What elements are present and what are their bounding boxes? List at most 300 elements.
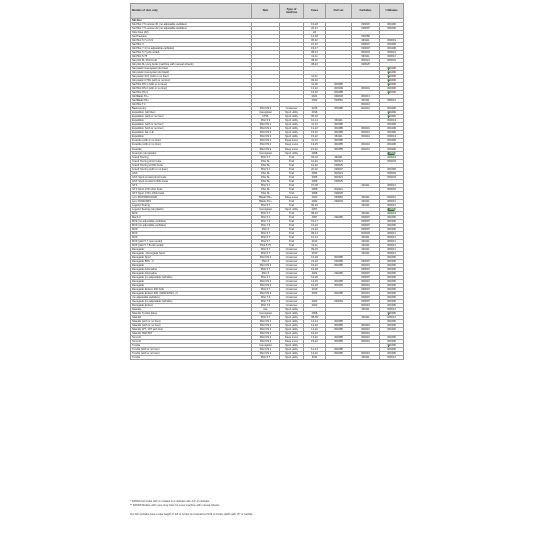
table-cell-u-blades: 300496 xyxy=(380,79,404,83)
table-cell-type: Crossover xyxy=(280,280,304,284)
table-cell-full-set: 300485 xyxy=(326,139,352,143)
table-cell-full-set: 330081 xyxy=(326,195,352,199)
table-cell-skis: Pilot 5.7 xyxy=(252,231,280,235)
table-cell-model: Freeride (with or no liner) xyxy=(131,139,252,143)
table-cell-type: Sport utility xyxy=(280,135,304,139)
table-cell-carbides: 330111 xyxy=(352,316,380,320)
table-cell-years: 12-14 xyxy=(304,320,326,324)
table-cell-u-blades: 300496 xyxy=(380,288,404,292)
table-cell-u-blades: 300496 xyxy=(380,43,404,47)
table-cell-u-blades: 300013 xyxy=(380,55,404,59)
table-cell-type: Crossover xyxy=(280,296,304,300)
table-cell-model: GTX Sport LTD short butte xyxy=(131,187,252,191)
table-cell-u-blades: 300496 xyxy=(380,131,404,135)
table-cell-model: Backcountry xyxy=(131,107,252,111)
table-cell-type: Trail xyxy=(280,187,304,191)
table-cell-type: Trail xyxy=(280,227,304,231)
table-cell-skis: Pilot SL xyxy=(252,163,280,167)
table-cell-u-blades: 300496 xyxy=(380,300,404,304)
table-cell-carbides: 330111 xyxy=(352,243,380,247)
table-cell-u-blades: 300496 xyxy=(380,67,404,71)
table-cell-model: Summit xyxy=(131,340,252,344)
table-cell-model: Renegade Adrenaline xyxy=(131,267,252,271)
table-cell-full-set: 330025 xyxy=(326,191,352,195)
table-cell-model: Expedition (with or no liner) xyxy=(131,127,252,131)
table-cell-years: 13-22 xyxy=(304,336,326,340)
table-cell-type: Trail xyxy=(280,243,304,247)
table-cell-type: Sport utility xyxy=(280,131,304,135)
table-cell-skis: Camoplast xyxy=(252,111,280,115)
table-cell-full-set: 300485 xyxy=(326,255,352,259)
table-cell-type: Sport utility xyxy=(280,308,304,312)
table-cell-carbides: 330111 xyxy=(352,39,380,43)
table-cell-carbides: 300210 xyxy=(352,131,380,135)
table-cell-model: Renegade Adrenaline xyxy=(131,271,252,275)
table-cell-model: Renegade xyxy=(131,280,252,284)
table-cell-type: Sport utility xyxy=(280,320,304,324)
table-cell-type: Sport utility xyxy=(280,119,304,123)
table-cell-carbides: 300210 xyxy=(352,135,380,139)
table-cell-model: Summit xyxy=(131,336,252,340)
table-cell-carbides: 330097 xyxy=(352,227,380,231)
table-cell-u-blades: 300004 xyxy=(380,159,404,163)
table-cell-model: Renegade - Renegade Sport xyxy=(131,251,252,255)
table-cell-u-blades: 300496 xyxy=(380,312,404,316)
table-cell-years: 20-21 xyxy=(304,27,326,31)
table-body xyxy=(131,19,404,360)
table-cell-type: Sport utility xyxy=(280,123,304,127)
table-cell-type: Crossover xyxy=(280,271,304,275)
table-cell-u-blades: 300013 xyxy=(380,39,404,43)
table-cell-model: Renegade BXS - X xyxy=(131,259,252,263)
table-cell-skis: Pilot T.4 xyxy=(252,304,280,308)
table-cell-model: Tundra (with or no liner) xyxy=(131,352,252,356)
table-cell-type: Crossover xyxy=(280,263,304,267)
table-cell-model: MXZ (no adjustable carbides) xyxy=(131,219,252,223)
group-label: Ski-Doo xyxy=(131,19,404,23)
table-cell-years: 08-22 xyxy=(304,59,326,63)
table-cell-years: 08-14 xyxy=(304,231,326,235)
table-cell-model: Renegade Enduro 900 ACE xyxy=(131,288,252,292)
table-cell-years: 15-22 xyxy=(304,91,326,95)
table-cell-skis: Pilot DS 3 xyxy=(252,284,280,288)
table-cell-skis: Pilot 5.9 xyxy=(252,119,280,123)
table-cell-u-blades: 300013 xyxy=(380,51,404,55)
table-cell-u-blades: 300013 xyxy=(380,199,404,203)
table-cell-skis: Pilot 5.7 xyxy=(252,316,280,320)
table-cell-model: Grand Touring short butte xyxy=(131,159,252,163)
table-cell-full-set xyxy=(326,356,352,360)
table-cell-u-blades: 300496 xyxy=(380,151,404,155)
table-cell-skis: Pilot 7.5 xyxy=(252,300,280,304)
table-cell-skis: Pilot 7.4 xyxy=(252,296,280,300)
table-cell-u-blades: 300496 xyxy=(380,227,404,231)
table-cell-u-blades: 300496 xyxy=(380,304,404,308)
table-cell-full-set: 300485 xyxy=(326,348,352,352)
table-cell-full-set: 300485 xyxy=(326,107,352,111)
table-cell-type: Sport utility xyxy=(280,344,304,348)
table-cell-u-blades: 300013 xyxy=(380,235,404,239)
table-cell-years: 2022 xyxy=(304,195,326,199)
table-row xyxy=(131,276,404,280)
table-cell-years: 10-22 xyxy=(304,159,326,163)
table-cell-carbides: 330097 xyxy=(352,296,380,300)
table-cell-carbides: 300210 xyxy=(352,127,380,131)
table-cell-type: Crossover xyxy=(280,255,304,259)
table-cell-years: 2022 xyxy=(304,271,326,275)
table-cell-carbides: 330097 xyxy=(352,219,380,223)
table-cell-years: 20-22 xyxy=(304,167,326,171)
table-cell-type: Trail xyxy=(280,167,304,171)
table-cell-years: 08-09 xyxy=(304,316,326,320)
table-cell-u-blades: 300496 xyxy=(380,87,404,91)
table-cell-model: Skandic WT / WT with liner xyxy=(131,328,252,332)
table-cell-model: Ski Blade DS+ xyxy=(131,99,252,103)
table-cell-model: Ski Blade XC+ xyxy=(131,95,252,99)
table-cell-type: Sport utility xyxy=(280,312,304,316)
table-cell-full-set: 330486 xyxy=(326,259,352,263)
table-cell-u-blades: 300004 xyxy=(380,187,404,191)
table-cell-u-blades: 300496 xyxy=(380,259,404,263)
table-cell-carbides: 330097 xyxy=(352,271,380,275)
table-cell-years: 12-14 xyxy=(304,348,326,352)
table-cell-skis: Pilot X xyxy=(252,271,280,275)
table-cell-u-blades: 300013 xyxy=(380,243,404,247)
table-cell-u-blades: 300496 xyxy=(380,280,404,284)
table-cell-carbides: 300210 xyxy=(352,328,380,332)
table-cell-u-blades: 300013 xyxy=(380,155,404,159)
table-cell-skis: Pilot DS 3 xyxy=(252,135,280,139)
table-cell-skis: Pilot 5.7 xyxy=(252,276,280,280)
table-cell-type: Crossover xyxy=(280,288,304,292)
table-cell-type: Crossover xyxy=(280,284,304,288)
table-cell-skis: Pilot 5.7 xyxy=(252,211,280,215)
table-cell-years: 2006 xyxy=(304,175,326,179)
table-cell-years: 11-13 xyxy=(304,139,326,143)
table-cell-years: 2022 xyxy=(304,199,326,203)
table-cell-model: Lynx BOONDOCKER xyxy=(131,195,252,199)
table-cell-full-set: 330093 xyxy=(326,95,352,99)
table-cell-model: Renegade xyxy=(131,284,252,288)
table-cell-u-blades: 300496 xyxy=(380,71,404,75)
table-cell-model: Ski pilot SL Short butt xyxy=(131,59,252,63)
table-cell-type: Trail xyxy=(280,163,304,167)
table-cell-full-set: 300485 xyxy=(326,352,352,356)
table-cell-carbides: 330111 xyxy=(352,239,380,243)
table-cell-skis: Pilot DS 3 xyxy=(252,147,280,151)
table-cell-model: Grand Touring xyxy=(131,155,252,159)
table-cell-skis: Pilot 5.7 xyxy=(252,288,280,292)
table-cell-u-blades: 300496 xyxy=(380,123,404,127)
table-cell-model: Ski Pilot DS 2 (with or no liner) xyxy=(131,87,252,91)
table-cell-model: Renegade Sport xyxy=(131,255,252,259)
table-cell-skis: Pilot 5.7 xyxy=(252,251,280,255)
table-cell-u-blades: 300013 xyxy=(380,183,404,187)
table-cell-years: 2022 xyxy=(304,300,326,304)
footnote-1: * 300003 full model with 4 u blades & 4 carbides with 4.5" of carbides xyxy=(130,500,210,503)
table-cell-type: Sport utility xyxy=(280,151,304,155)
table-cell-years: 16-18 xyxy=(304,267,326,271)
table-cell-type: Trail xyxy=(280,175,304,179)
table-cell-full-set: 330081 xyxy=(326,99,352,103)
table-cell-skis: Pilot 5.7 xyxy=(252,267,280,271)
table-cell-full-set: 330054 xyxy=(326,300,352,304)
table-cell-years: 16-20 xyxy=(304,276,326,280)
table-cell-carbides: 330111 xyxy=(352,203,380,207)
table-cell-years: 07-09 xyxy=(304,183,326,187)
table-cell-skis: Pilot DS 3 xyxy=(252,263,280,267)
table-cell-years: 16-22 xyxy=(304,223,326,227)
table-cell-model: MXZ xyxy=(131,227,252,231)
table-cell-full-set: 300485 xyxy=(326,320,352,324)
table-cell-type: Deep snow xyxy=(280,143,304,147)
table-cell-carbides: 330280 xyxy=(352,35,380,39)
table-cell-years: 08-14 xyxy=(304,51,326,55)
table-cell-model: Renegade (no adjustable carbides) xyxy=(131,300,252,304)
table-cell-years: 10-11 xyxy=(304,243,326,247)
table-cell-u-blades: 300496 xyxy=(380,107,404,111)
table-cell-u-blades: 300496 xyxy=(380,271,404,275)
table-cell-years: 09-15 xyxy=(304,247,326,251)
table-cell-model: Skandic (with or no liner) xyxy=(131,320,252,324)
table-cell-skis: Pilot SL xyxy=(252,191,280,195)
table-cell-model: Ski Pilot 5.7 (old model) xyxy=(131,51,252,55)
table-cell-carbides: 330025 xyxy=(352,63,380,67)
table-cell-model: Expedition (with or no liner) xyxy=(131,123,252,127)
table-cell-full-set: 300485 xyxy=(326,123,352,127)
table-cell-carbides: 300210 xyxy=(352,107,380,111)
table-cell-type: Deep snow xyxy=(280,147,304,151)
table-cell-years: 2010 xyxy=(304,251,326,255)
table-cell-years: 06-22 xyxy=(304,39,326,43)
header-full-set: Full set xyxy=(326,4,352,19)
header-type: Type of machine xyxy=(280,4,304,19)
table-cell-years: 15-17 xyxy=(304,47,326,51)
table-cell-skis: Pilot SL xyxy=(252,175,280,179)
table-cell-type: Sport utility xyxy=(280,352,304,356)
table-cell-type: Trail xyxy=(280,171,304,175)
table-row xyxy=(131,300,404,304)
table-cell-carbides: 330097 xyxy=(352,23,380,27)
table-cell-model: Skis Flow (All) xyxy=(131,31,252,35)
table-cell-type: Crossover xyxy=(280,251,304,255)
table-cell-years: 2008 xyxy=(304,187,326,191)
table-cell-carbides: 330097 xyxy=(352,215,380,219)
table-cell-model: Freeride xyxy=(131,147,252,151)
table-cell-years: 2006 xyxy=(304,171,326,175)
table-cell-years: 2008 xyxy=(304,312,326,316)
table-cell-full-set: 300485 xyxy=(326,340,352,344)
table-cell-u-blades: 300496 xyxy=(380,91,404,95)
table-cell-u-blades: 300496 xyxy=(380,255,404,259)
header-skis: Skis xyxy=(252,4,280,19)
table-cell-years: 15-22 xyxy=(304,135,326,139)
table-cell-u-blades: 300496 xyxy=(380,115,404,119)
table-cell-u-blades: 300496 xyxy=(380,75,404,79)
table-cell-u-blades: 300496 xyxy=(380,348,404,352)
table-cell-skis: Pilot DS 2 xyxy=(252,352,280,356)
table-cell-skis: Pilot DS 2 xyxy=(252,328,280,332)
table-cell-years: 15-22 xyxy=(304,131,326,135)
table-cell-skis: Pilot 5.7 xyxy=(252,235,280,239)
table-cell-u-blades: 300496 xyxy=(380,284,404,288)
table-cell-u-blades: 300496 xyxy=(380,340,404,344)
table-cell-model: MXZ xyxy=(131,211,252,215)
table-cell-skis: Pilot DS 2 xyxy=(252,280,280,284)
table-cell-carbides: 330097 xyxy=(352,267,380,271)
table-cell-years: 16-18 xyxy=(304,255,326,259)
table-cell-type: Trail xyxy=(280,155,304,159)
table-cell-model: Skandic (with or no liner) xyxy=(131,324,252,328)
table-cell-model: Ski plastic Camoplast (ski black) xyxy=(131,71,252,75)
table-cell-carbides: 330097 xyxy=(352,276,380,280)
table-cell-model: Ski Pilot 5.75 xyxy=(131,55,252,59)
table-cell-model: Freeride (with or no liner) xyxy=(131,143,252,147)
table-cell-u-blades: 300496 xyxy=(380,328,404,332)
table-cell-type: Trail xyxy=(280,159,304,163)
table-cell-u-blades: 300496 xyxy=(380,83,404,87)
table-cell-type: Sport utility xyxy=(280,328,304,332)
table-cell-type: Crossover xyxy=(280,300,304,304)
table-cell-skis: Pilot DS 1 xyxy=(252,255,280,259)
table-cell-type: Trail xyxy=(280,231,304,235)
table-cell-model: Renegade (no adjustable carbides) xyxy=(131,276,252,280)
table-cell-carbides: 330097 xyxy=(352,27,380,31)
table-cell-skis: Pilot SL xyxy=(252,171,280,175)
table-cell-carbides: 330097 xyxy=(352,259,380,263)
footnotes xyxy=(130,500,403,517)
table-cell-model: Ski Pilot 7.5 version #1 (no adjustable carbides) xyxy=(131,23,252,27)
table-cell-years: 21-22 xyxy=(304,259,326,263)
table-cell-full-set: 300485 xyxy=(326,280,352,284)
table-cell-skis: Pilot DS 1 xyxy=(252,348,280,352)
table-cell-type: Crossover xyxy=(280,259,304,263)
table-cell-u-blades: 300496 xyxy=(380,47,404,51)
table-cell-carbides: 300210 xyxy=(352,280,380,284)
table-cell-skis: Blade XC+ xyxy=(252,199,280,203)
table-cell-years: 2006 xyxy=(304,179,326,183)
table-cell-skis: Pilot DS 1 xyxy=(252,123,280,127)
table-cell-model: Expedition xyxy=(131,119,252,123)
table-cell-model: MXZ xyxy=(131,235,252,239)
table-cell-type: Crossover xyxy=(280,107,304,111)
table-cell-u-blades: 300496 xyxy=(380,167,404,171)
table-cell-full-set: 300485 xyxy=(326,131,352,135)
table-cell-u-blades: 300004 xyxy=(380,171,404,175)
table-cell-skis: Pilot DS 1 xyxy=(252,139,280,143)
table-cell-carbides: 330097 xyxy=(352,43,380,47)
table-cell-model: GSX xyxy=(131,171,252,175)
table-cell-full-set: 300485 xyxy=(326,127,352,131)
table-cell-type: Deep snow xyxy=(280,336,304,340)
table-cell-u-blades: 300496 xyxy=(380,324,404,328)
table-cell-model: Skandic Tundra (blue) xyxy=(131,312,252,316)
table-cell-skis: Camoplast xyxy=(252,344,280,348)
table-cell-u-blades: 300013 xyxy=(380,231,404,235)
table-cell-carbides: 330111 xyxy=(352,356,380,360)
table-cell-years: 21-22 xyxy=(304,43,326,47)
table-cell-type: Trail xyxy=(280,219,304,223)
table-cell-model: Skandic SWT/WT xyxy=(131,332,252,336)
table-cell-type: Trail xyxy=(280,191,304,195)
table-cell-years: 13-15 xyxy=(304,143,326,147)
table-cell-years: 2008 xyxy=(304,151,326,155)
table-cell-u-blades: 300013 xyxy=(380,195,404,199)
table-cell-u-blades: 300496 xyxy=(380,207,404,211)
table-cell-type: Deep snow xyxy=(280,195,304,199)
table-cell-skis: Pilot SL xyxy=(252,159,280,163)
table-cell-years: 10-14 xyxy=(304,235,326,239)
table-cell-full-set: 300485 xyxy=(326,324,352,328)
table-cell-skis: Camoplast xyxy=(252,312,280,316)
table-cell-skis: Blade DS+ xyxy=(252,195,280,199)
table-cell-years: 2021 xyxy=(304,95,326,99)
table-cell-model: Mach Z xyxy=(131,215,252,219)
table-cell-u-blades: 300013 xyxy=(380,251,404,255)
table-cell-years: 2019 xyxy=(304,288,326,292)
table-cell-full-set: 300485 xyxy=(326,83,352,87)
table-cell-u-blades: 300496 xyxy=(380,292,404,296)
table-cell-full-set: 330025 xyxy=(326,179,352,183)
table-cell-type: Crossover xyxy=(280,267,304,271)
table-cell-type: Sport utility xyxy=(280,316,304,320)
table-cell-model: Grand Touring (with or no liner) xyxy=(131,167,252,171)
table-cell-model: Ski Pilot X xyxy=(131,43,252,47)
table-cell-u-blades: 300004 xyxy=(380,175,404,179)
table-cell-years: All xyxy=(304,31,326,35)
table-cell-model: Expedition (ski blue) xyxy=(131,111,252,115)
table-cell-u-blades: 300496 xyxy=(380,352,404,356)
table-cell-carbides: 330111 xyxy=(352,247,380,251)
table-cell-type: Deep snow xyxy=(280,340,304,344)
table-cell-full-set: 330097 xyxy=(326,167,352,171)
table-cell-type: Trail xyxy=(280,199,304,203)
table-cell-years: 13-22 xyxy=(304,87,326,91)
table-cell-carbides: 330097 xyxy=(352,47,380,51)
table-cell-full-set: 300485 xyxy=(326,263,352,267)
table-cell-carbides: 300210 xyxy=(352,103,380,107)
table-cell-full-set: 300485 xyxy=(326,147,352,151)
table-cell-skis: Pilot DS 1 xyxy=(252,320,280,324)
table-cell-u-blades: 300496 xyxy=(380,27,404,31)
table-cell-u-blades: 300496 xyxy=(380,215,404,219)
table-cell-type: Sport utility xyxy=(280,332,304,336)
table-row xyxy=(131,292,404,296)
table-cell-skis: Camoplast xyxy=(252,151,280,155)
table-cell-carbides: 300210 xyxy=(352,87,380,91)
table-cell-carbides: 330097 xyxy=(352,300,380,304)
table-cell-model: Ski pilot SL Long butte (machine with manual wheels) xyxy=(131,63,252,67)
table-cell-model: MXZ (pilot 5.7 B old model) xyxy=(131,243,252,247)
final-note: Our flat carbides have a total height of 3/8 of inches but inserted at 5/16 of inches depth with 15" of carbide xyxy=(130,513,253,516)
table-cell-carbides: 330111 xyxy=(352,195,380,199)
table-cell-years: 06-10 xyxy=(304,115,326,119)
table-cell-years: 15-22 xyxy=(304,340,326,344)
table-cell-years: 11-13 xyxy=(304,123,326,127)
table-cell-carbides: 300210 xyxy=(352,324,380,328)
table-cell-carbides: 330111 xyxy=(352,55,380,59)
table-cell-model: (no adjustable carbides) xyxy=(131,296,252,300)
table-cell-carbides: 300210 xyxy=(352,336,380,340)
table-cell-years: 2011 xyxy=(304,356,326,360)
table-cell-carbides: 330111 xyxy=(352,99,380,103)
table-cell-model: Expedition xyxy=(131,135,252,139)
table-cell-type: Trail xyxy=(280,203,304,207)
table-cell-u-blades: 300496 xyxy=(380,219,404,223)
table-cell-years: 15-22 xyxy=(304,263,326,267)
table-cell-skis: Pilot DS 2 xyxy=(252,143,280,147)
header-row xyxy=(131,4,404,19)
